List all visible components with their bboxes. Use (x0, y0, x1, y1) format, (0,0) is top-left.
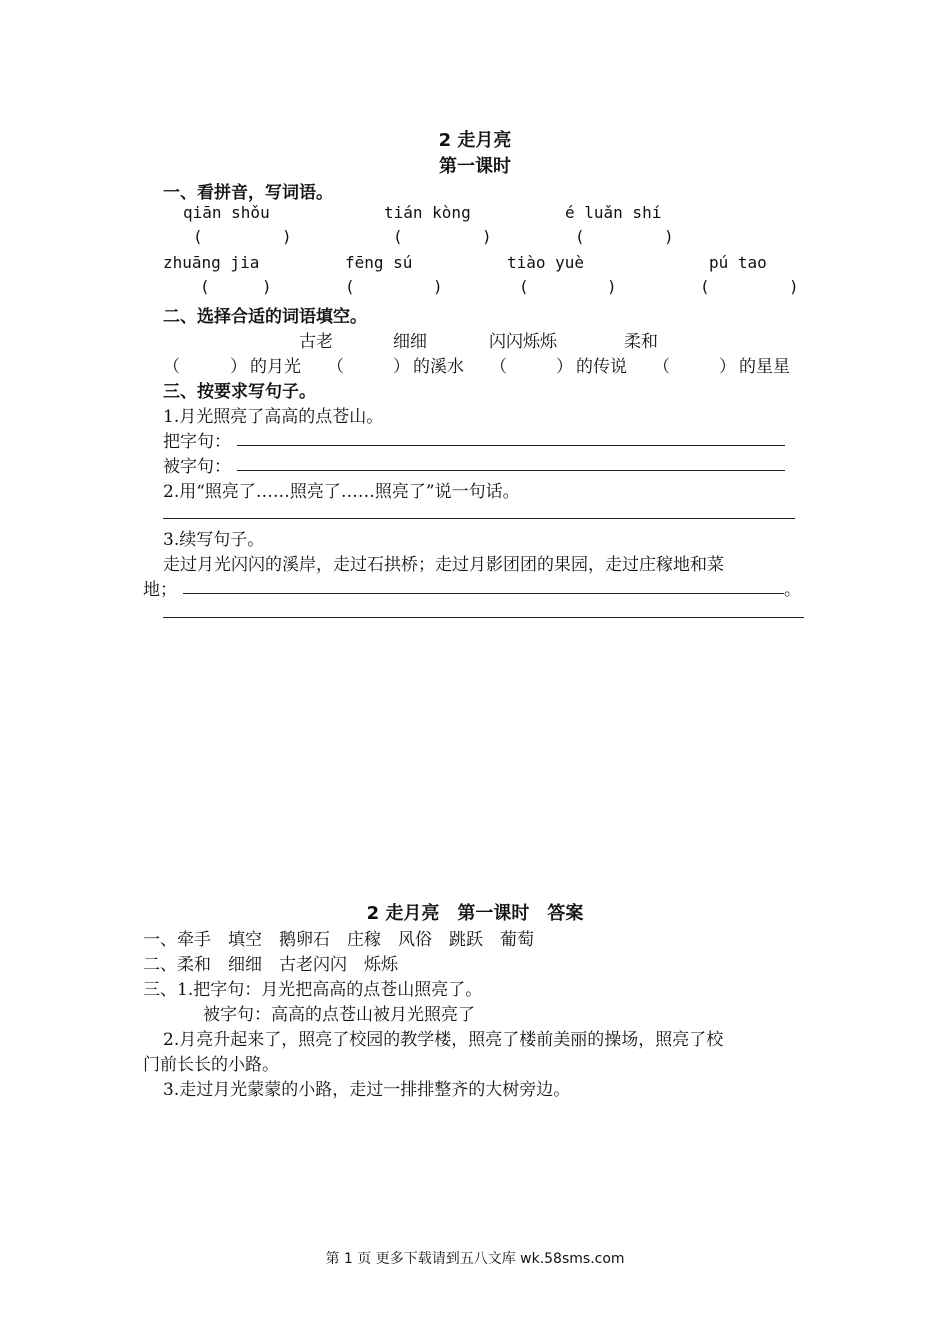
answer-section-3-2-cont: 门前长长的小路。 (143, 1055, 279, 1075)
fill-blank-2-close: ） (393, 357, 410, 377)
pinyin-6: tiào yuè (507, 253, 585, 272)
answer-blank-6-close: ) (607, 277, 617, 296)
answers-title: 2 走月亮 第一课时 答案 (366, 903, 584, 924)
section3-heading: 三、按要求写句子。 (163, 382, 316, 402)
pinyin-3: é luǎn shí (565, 203, 662, 222)
answer-section-3-2: 2.月亮升起来了，照亮了校园的教学楼，照亮了楼前美丽的操场，照亮了校 (163, 1030, 724, 1050)
answer-blank-3-close: ) (664, 227, 674, 246)
bei-sentence-answer-line (237, 470, 785, 471)
ba-sentence-answer-line (237, 445, 785, 446)
answer-section-3-1b: 被字句：高高的点苍山被月光照亮了 (203, 1005, 475, 1025)
ba-sentence-label: 把字句： (163, 432, 231, 452)
worksheet-title: 2 走月亮 (438, 130, 512, 151)
answer-blank-7-close: ) (789, 277, 799, 296)
section1-heading: 一、看拼音，写词语。 (163, 183, 333, 203)
worksheet-subtitle: 第一课时 (439, 156, 511, 177)
section2-heading: 二、选择合适的词语填空。 (163, 307, 367, 327)
answer-blank-2-close: ) (482, 227, 492, 246)
answer-blank-7-open: ( (700, 277, 710, 296)
answer-blank-5-close: ) (433, 277, 443, 296)
question-2-answer-line (163, 518, 795, 519)
word-choice-1: 古老 (299, 332, 333, 352)
answer-section-2: 二、柔和 细细 古老闪闪 烁烁 (143, 955, 398, 975)
question-3: 3.续写句子。 (163, 530, 265, 550)
answer-blank-6-open: ( (519, 277, 529, 296)
question-1: 1.月光照亮了高高的点苍山。 (163, 407, 384, 427)
pinyin-1: qiān shǒu (183, 203, 270, 222)
pinyin-2: tián kòng (384, 203, 471, 222)
fill-blank-1-open: （ (163, 357, 180, 377)
answer-section-3-1: 三、1.把字句：月光把高高的点苍山照亮了。 (143, 980, 483, 1000)
fill-phrase-1: 的月光 (250, 357, 301, 377)
question-3-text: 走过月光闪闪的溪岸，走过石拱桥；走过月影团团的果园，走过庄稼地和菜 (163, 555, 724, 575)
fill-blank-4-open: （ (653, 357, 670, 377)
pinyin-7: pú tao (709, 253, 767, 272)
fill-blank-3-open: （ (490, 357, 507, 377)
answer-blank-5-open: ( (345, 277, 355, 296)
pinyin-5: fēng sú (345, 253, 413, 272)
fill-phrase-2: 的溪水 (413, 357, 464, 377)
page-footer: 第 1 页 更多下载请到五八文库 wk.58sms.com (325, 1251, 625, 1267)
answer-blank-4-open: ( (200, 277, 210, 296)
question-3-extra-line (163, 617, 804, 618)
answer-blank-2-open: ( (393, 227, 403, 246)
word-choice-2: 细细 (393, 332, 427, 352)
fill-blank-1-close: ） (230, 357, 247, 377)
answer-blank-4-close: ) (262, 277, 272, 296)
answer-blank-1-close: ) (282, 227, 292, 246)
question-3-text-end: 。 (784, 580, 801, 600)
word-choice-3: 闪闪烁烁 (489, 332, 557, 352)
word-choice-4: 柔和 (624, 332, 658, 352)
bei-sentence-label: 被字句： (163, 457, 231, 477)
pinyin-4: zhuāng jia (163, 253, 260, 272)
question-3-answer-line (183, 593, 784, 594)
fill-blank-2-open: （ (327, 357, 344, 377)
fill-blank-4-close: ） (719, 357, 736, 377)
answer-blank-1-open: ( (193, 227, 203, 246)
answer-blank-3-open: ( (575, 227, 585, 246)
fill-blank-3-close: ） (556, 357, 573, 377)
question-3-text-start: 地； (143, 580, 177, 600)
fill-phrase-4: 的星星 (739, 357, 790, 377)
question-2: 2.用“照亮了……照亮了……照亮了”说一句话。 (163, 482, 520, 502)
fill-phrase-3: 的传说 (576, 357, 627, 377)
answer-section-3-3: 3.走过月光蒙蒙的小路，走过一排排整齐的大树旁边。 (163, 1080, 571, 1100)
answer-section-1: 一、牵手 填空 鹅卵石 庄稼 风俗 跳跃 葡萄 (143, 930, 534, 950)
